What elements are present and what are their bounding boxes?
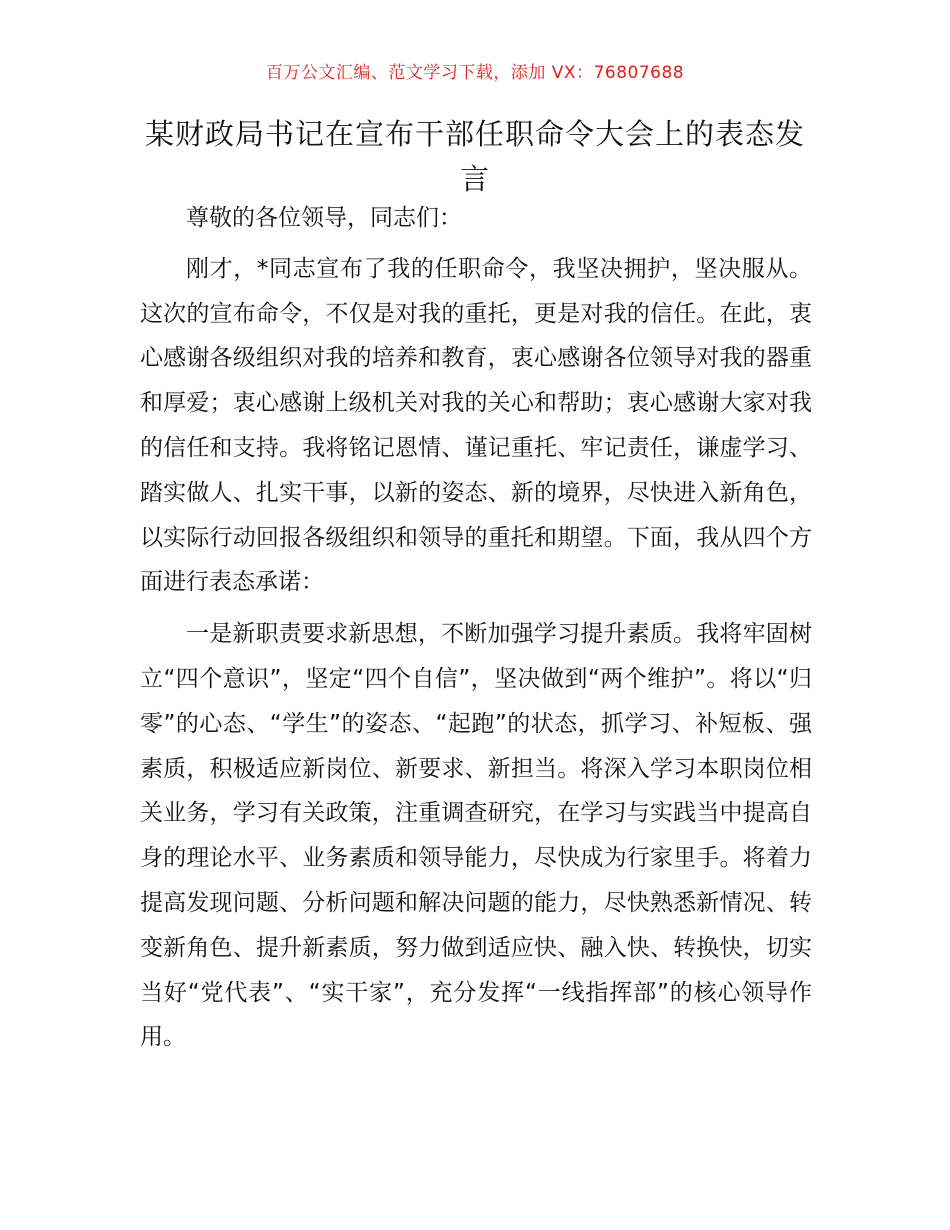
paragraph-1: 刚才，*同志宣布了我的任职命令，我坚决拥护，坚决服从。这次的宣布命令，不仅是对我的重托，更是对我的信任。在此，衷心感谢各级组织对我的培养和教育，衷心感谢各位领导对我的器重和厚爱；衷心感谢上级机关对我的关心和帮助；衷心感谢大家对我的信任和支持。我将铭记恩情、谨记重托、牢记责任，谦虚学习、踏实做人、扎实干事，以新的姿态、新的境界，尽快进入新角色，以实际行动回报各级组织和领导的重托和期望。下面，我从四个方面进行表态承诺： [140, 255, 812, 596]
document-body [140, 196, 812, 1060]
header-watermark-note: 百万公文汇编、范文学习下载，添加 VX：76807688 [265, 63, 685, 83]
greeting-line: 尊敬的各位领导，同志们： [186, 205, 462, 231]
paragraph-2: 一是新职责要求新思想，不断加强学习提升素质。我将牢固树立“四个意识”，坚定“四个自信”，坚决做到“两个维护”。将以“归零”的心态、“学生”的姿态、“起跑”的状态，抓学习、补短板、强素质，积极适应新岗位、新要求、新担当。将深入学习本职岗位相关业务，学习有关政策，注重调查研究，在学习与实践当中提高自身的理论水平、业务素质和领导能力，尽快成为行家里手。将着力提高发现问题、分析问题和解决问题的能力，尽快熟悉新情况、转变新角色、提升新素质，努力做到适应快、融入快、转换快，切实当好“党代表”、“实干家”，充分发挥“一线指挥部”的核心领导作用。 [140, 621, 812, 1051]
document-title: 某财政局书记在宣布干部任职命令大会上的表态发言 [144, 117, 805, 196]
